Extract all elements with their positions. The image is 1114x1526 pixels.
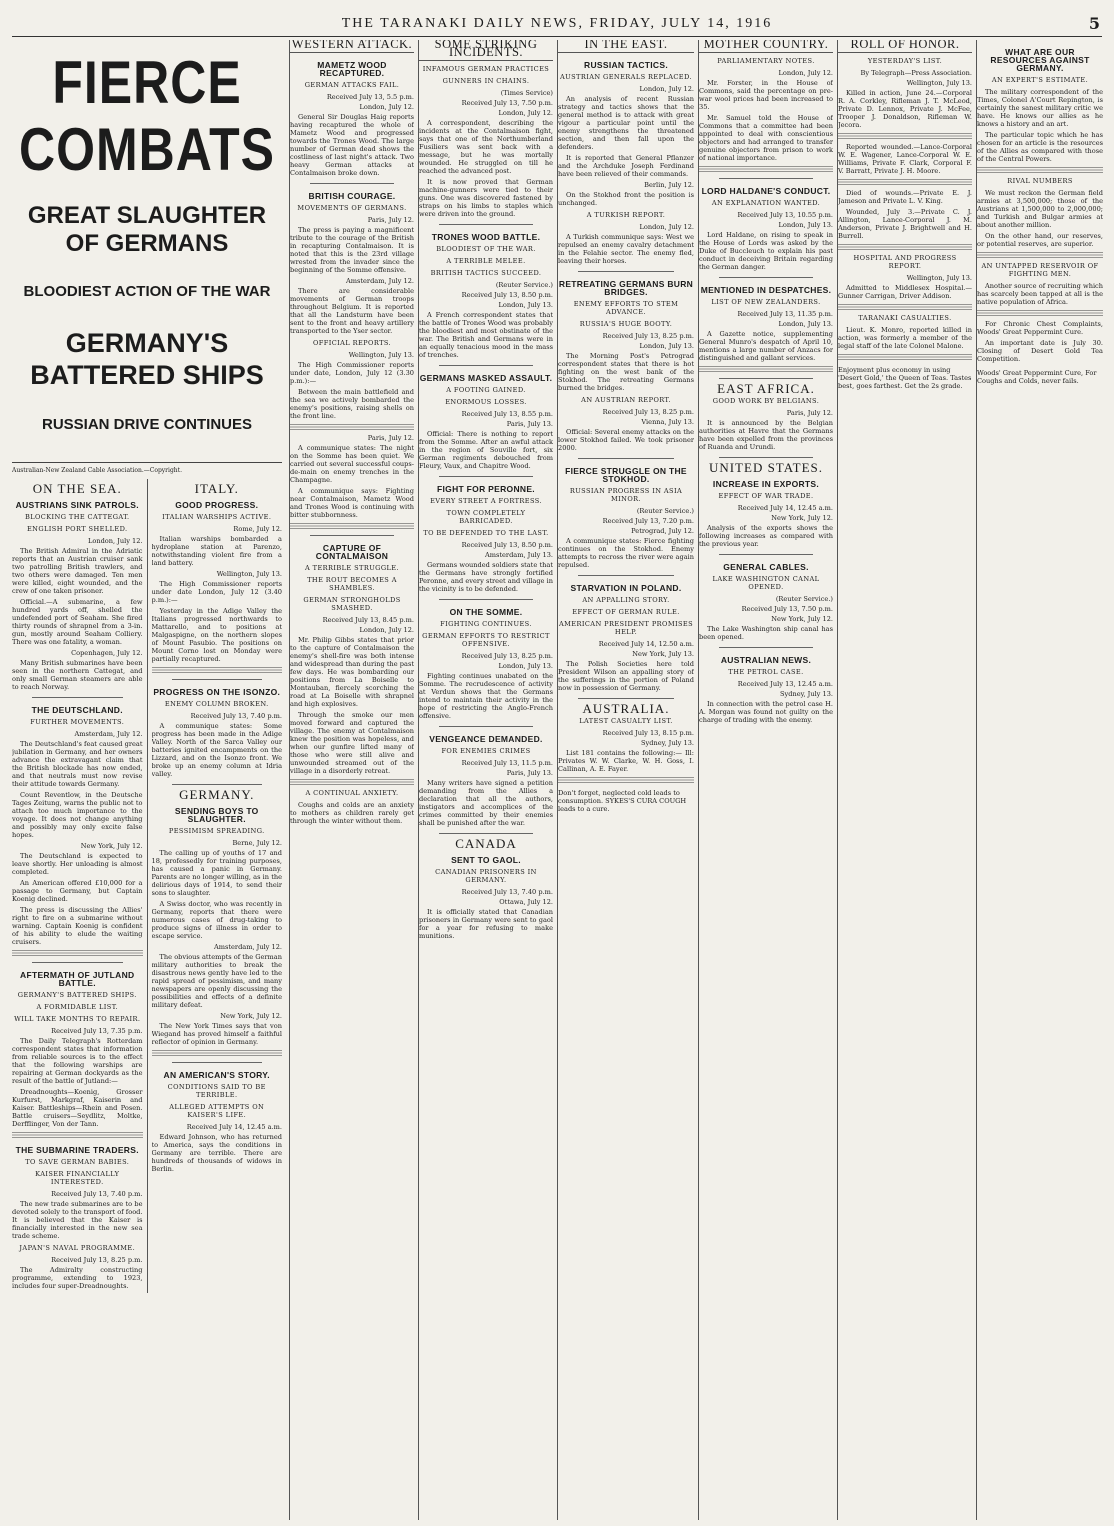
article-subheading: GERMANY'S BATTERED SHIPS. xyxy=(17,991,137,999)
dateline: Received July 13, 7.50 p.m. xyxy=(461,99,553,107)
masthead xyxy=(0,0,1114,40)
dateline: Paris, July 12. xyxy=(786,409,833,417)
article-paragraph: It is officially stated that Canadian prisoners in Germany were sent to gaol for a year for refusing to make munitions. xyxy=(419,908,553,940)
text-filler xyxy=(699,166,833,172)
article-headline: VENGEANCE DEMANDED. xyxy=(429,734,543,744)
article-paragraph: A communique says: Fighting near Contalmaison, Mametz Wood and Trones Wood is continuing with bitter stubbornness. xyxy=(290,487,414,519)
text-filler xyxy=(838,354,972,360)
article-subheading: RUSSIA'S HUGE BOOTY. xyxy=(579,320,673,328)
article-paragraph: The military correspondent of the Times, Colonel A'Court Repington, is certainly the sanest military critic we have. He knows our allies as he knows a history and an art. xyxy=(977,88,1103,128)
article-paragraph: A correspondent, describing the incidents at the Contalmaison fight, says that one of the Northumberland Fusiliers was sent back with a message, but he was mortally wounded. He struggled on till he reached the advanced post. xyxy=(419,119,553,175)
lead-headlines xyxy=(12,48,282,463)
article-paragraph: Analysis of the exports shows the following increases as compared with the previous year. xyxy=(699,524,833,548)
text-filler xyxy=(152,667,283,673)
dateline: London, July 13. xyxy=(498,662,553,670)
article-paragraph: The Polish Societies here told President Wilson an appalling story of the sufferings in the portion of Poland now in possession of Germany. xyxy=(558,660,694,692)
article-paragraph: Between the main battlefield and the sea we actively bombarded the enemy's positions, raising shells on the front line. xyxy=(290,388,414,420)
column-3 xyxy=(418,40,553,1520)
divider xyxy=(578,575,674,576)
article-paragraph: Coughs and colds are an anxiety to mothers as children rarely get through the winter without them. xyxy=(290,801,414,825)
dateline: Berne, July 12. xyxy=(232,839,282,847)
article-headline: INCREASE IN EXPORTS. xyxy=(712,479,820,489)
article-paragraph: General Sir Douglas Haig reports having recaptured the whole of Mametz Wood and progressed towards the Trones Wood. The large number of German dead shows the costliness of last night's attack. Two heavy German attacks at Contalmaison broke down. xyxy=(290,113,414,177)
section-on-the-sea: ON THE SEA. xyxy=(32,481,122,496)
article-paragraph: A Turkish communique says: West we repulsed an enemy cavalry detachment in the Felahie sector. The enemy fled, leaving their horses. xyxy=(558,233,694,265)
dateline: Received July 13, 7.50 p.m. xyxy=(741,605,833,613)
column-1 xyxy=(12,40,282,1520)
article-headline: AUSTRALIAN NEWS. xyxy=(720,655,812,665)
divider xyxy=(439,833,533,834)
dateline: Wellington, July 13. xyxy=(216,570,282,578)
article-subheading: CONDITIONS SAID TO BE TERRIBLE. xyxy=(167,1083,266,1099)
dateline: Paris, July 13. xyxy=(506,769,553,777)
dateline: New York, July 13. xyxy=(632,650,694,658)
article-paragraph: Germans wounded soldiers state that the Germans have strongly fortified Peronne, and every street and village in the vicinity is to be defended. xyxy=(419,561,553,593)
article-paragraph: Mr. Forster, in the House of Commons, said the percentage on pre-war wool prices had been increased to 35. xyxy=(699,79,833,111)
dateline: Wellington, July 13. xyxy=(906,274,972,282)
article-headline: AUSTRIANS SINK PATROLS. xyxy=(15,500,139,510)
article-paragraph: We must reckon the German field armies at 3,500,000; those of the Austrians at 1,500,000 to 2,000,000; and Turkish and Bulgar armies at about another million. xyxy=(977,189,1103,229)
dateline: Petrograd, July 12. xyxy=(631,527,694,535)
article-paragraph: Italian warships bombarded a hydroplane station at Parenzo, notwithstanding violent fire from a land battery. xyxy=(151,535,282,567)
article-headline: ON THE SOMME. xyxy=(449,607,523,617)
text-filler xyxy=(838,304,972,310)
dateline: Received July 13, 8.25 p.m. xyxy=(51,1256,143,1264)
section-australia: AUSTRALIA. xyxy=(582,701,670,716)
dateline: Received July 13, 7.35 p.m. xyxy=(51,1027,143,1035)
article-paragraph: Many British submarines have been seen in the northern Cattegat, and only small German steamers are able to reach Norway. xyxy=(12,659,143,691)
article-paragraph: The New York Times says that von Wiegand has proved himself a faithful reflector of opinion in Germany. xyxy=(151,1022,282,1046)
dateline: Received July 13, 5.5 p.m. xyxy=(326,93,414,101)
article-subheading: HOSPITAL AND PROGRESS REPORT. xyxy=(853,254,957,270)
article-paragraph: In connection with the petrol case H. A. Morgan was found not guilty on the charge of trading with the enemy. xyxy=(699,700,833,724)
article-subheading: RUSSIAN PROGRESS IN ASIA MINOR. xyxy=(569,487,683,503)
dateline: Received July 13, 11.35 p.m. xyxy=(737,310,833,318)
article-headline: THE DEUTSCHLAND. xyxy=(31,705,123,715)
article-subheading: THE PETROL CASE. xyxy=(728,668,804,676)
dateline: London, July 12. xyxy=(498,109,553,117)
article-paragraph: It is reported that General Pflanzer and the Archduke Joseph Ferdinand have been relieved of their commands. xyxy=(558,154,694,178)
article-subheading: AN APPALLING STORY. xyxy=(582,596,670,604)
article-paragraph: Admitted to Middlesex Hospital.—Gunner Carrigan, Driver Addison. xyxy=(838,284,972,300)
dateline: Received July 13, 8.15 p.m. xyxy=(602,729,694,737)
article-paragraph: Wounded, July 3.—Private C. J. Allington, Lance-Corporal J. M. Anderson, Private J. Brightwell and H. Burrell. xyxy=(838,208,972,240)
text-filler xyxy=(12,950,143,956)
article-headline: STARVATION IN POLAND. xyxy=(570,583,682,593)
divider xyxy=(439,476,533,477)
article-subheading: CANADIAN PRISONERS IN GERMANY. xyxy=(435,868,537,884)
article-subheading: AUSTRIAN GENERALS REPLACED. xyxy=(560,73,692,81)
article-paragraph: Edward Johnson, who has returned to America, says the conditions in Germany are terrible. There are hundreds of thousands of widows in Berlin. xyxy=(151,1133,282,1173)
column-1a xyxy=(12,479,148,1293)
article-paragraph: Official.—A submarine, a few hundred yards off, shelled the undefended port of Seaham. She fired thirty rounds of shrapnel from a 3-in. gun, mostly around Seaham Colliery. There was one fatality, a woman. xyxy=(12,598,143,646)
article-headline: PROGRESS ON THE ISONZO. xyxy=(153,687,281,697)
article-paragraph: An American offered £10,000 for a passage to Germany, but Captain Koenig declined. xyxy=(12,879,143,903)
dateline: London, July 12. xyxy=(639,85,694,93)
article-paragraph: The calling up of youths of 17 and 18, professedly for training purposes, has caused a panic in Germany. Parents are no longer willing, as in the delirious days of 1914, to send their sons to slaughter. xyxy=(151,849,282,897)
dateline: Received July 13, 11.5 p.m. xyxy=(461,759,553,767)
divider xyxy=(32,697,123,698)
article-subheading: EFFECT OF GERMAN RULE. xyxy=(572,608,680,616)
dateline: New York, July 12. xyxy=(80,842,143,850)
article-headline: RETREATING GERMANS BURN BRIDGES. xyxy=(558,279,694,297)
article-paragraph: The Deutschland's feat caused great jubilation in Germany, and her owners advance the extravagant claim that the British blockade has now ended, and that neutrals must now revise their attitude towards Germany. xyxy=(12,740,143,788)
article-subheading: BRITISH TACTICS SUCCEED. xyxy=(430,269,542,277)
dateline: London, July 12. xyxy=(639,223,694,231)
divider xyxy=(578,698,674,699)
article-paragraph: The Morning Post's Petrograd correspondent states that there is hot fighting on the west bank of the Stokhod. The retreating Germans burned the bridges. xyxy=(558,352,694,392)
text-filler xyxy=(977,310,1103,316)
article-paragraph: Killed in action, June 24.—Corporal R. A. Corkley, Rifleman J. T. McLeod, Private D. Lennox, Private J. McFee, Trooper J. Donaldson, Rifleman W. Jecora. xyxy=(838,89,972,129)
article-subheading: A CONTINUAL ANXIETY. xyxy=(305,789,399,797)
text-filler xyxy=(977,167,1103,173)
article-subheading: JAPAN'S NAVAL PROGRAMME. xyxy=(19,1244,136,1252)
article-paragraph: On the other hand, our reserves, or potential reserves, are superior. xyxy=(977,232,1103,248)
dateline: Received July 13, 7.40 p.m. xyxy=(461,888,553,896)
article-headline: SENT TO GAOL. xyxy=(451,855,521,865)
divider xyxy=(172,1062,263,1063)
dateline: By Telegraph—Press Association. xyxy=(860,69,972,77)
headline-battered-ships: GERMANY'S BATTERED SHIPS xyxy=(30,328,264,390)
newspaper-title: THE TARANAKI DAILY NEWS, FRIDAY, JULY 14, 1916 xyxy=(341,16,773,31)
section-western-attack: WESTERN ATTACK. xyxy=(291,40,413,51)
article-paragraph: Fighting continues unabated on the Somme. The recrudescence of activity at Verdun shows that the Germans intend to maintain their activity in the hope of restricting the Anglo-French offensive. xyxy=(419,672,553,720)
article-paragraph: Another source of recruiting which has scarcely been tapped at all is the native population of Africa. xyxy=(977,282,1103,306)
column-7 xyxy=(976,40,1103,1520)
dateline: New York, July 12. xyxy=(771,514,833,522)
article-paragraph: Official: There is nothing to report from the Somme. After an awful attack in the region of Souville fort, six German regiments debouched from Fleury, Vaux, and Chapitre Wood. xyxy=(419,430,553,470)
text-filler xyxy=(290,779,414,785)
dateline: Received July 13, 8.50 p.m. xyxy=(461,291,553,299)
article-subheading: AN AUSTRIAN REPORT. xyxy=(581,396,671,404)
dateline: Received July 13, 7.40 p.m. xyxy=(190,712,282,720)
dateline: Amsterdam, July 12. xyxy=(74,730,143,738)
dateline: Paris, July 12. xyxy=(367,434,414,442)
article-paragraph: There are considerable movements of German troops throughout Belgium. It is reported that all the Landsturm have been sent to the front and heavy artillery transported to the Yser sector. xyxy=(290,287,414,335)
article-paragraph: The press is discussing the Allies' right to fire on a submarine without warning. Captain Koenig is confident of his ability to elude the waiting cruisers. xyxy=(12,906,143,946)
column-2 xyxy=(289,40,414,1520)
text-filler xyxy=(290,523,414,529)
article-paragraph: The High Commissioner reports under date London, July 12 (3.40 p.m.):— xyxy=(151,580,282,604)
dateline: (Times Service) xyxy=(500,89,553,97)
divider xyxy=(719,277,813,278)
dateline: (Reuter Service.) xyxy=(775,595,833,603)
article-subheading: AN UNTAPPED RESERVOIR OF FIGHTING MEN. xyxy=(981,262,1099,278)
masthead-rule xyxy=(12,36,1102,37)
article-headline: CAPTURE OF CONTALMAISON xyxy=(315,543,389,561)
article-subheading: RIVAL NUMBERS xyxy=(1007,177,1073,185)
section-mother-country: MOTHER COUNTRY. xyxy=(699,40,833,53)
article-headline: GERMANS MASKED ASSAULT. xyxy=(419,373,553,383)
article-paragraph: Reported wounded.—Lance-Corporal W. E. Wagener, Lance-Corporal W. E. Williams, Private F. Clark, Corporal F. V. Barratt, Private J. H. Moore. xyxy=(838,143,972,175)
dateline: Copenhagen, July 12. xyxy=(71,649,143,657)
article-subheading: ITALIAN WARSHIPS ACTIVE. xyxy=(162,513,272,521)
cable-credit: Australian-New Zealand Cable Association.—Copyright. xyxy=(12,467,182,474)
article-subheading: EVERY STREET A FORTRESS. xyxy=(430,497,542,505)
article-paragraph: Yesterday in the Adige Valley the Italians progressed northwards to Mattarello, and to positions at Malgaspigne, on the northern slopes of Mount Pasubio. The positions on Mount Corno lost on Monday were partially recaptured. xyxy=(151,607,282,663)
article-paragraph: List 181 contains the following:— Ill: Privates W. W. Clarke, W. H. Goss, I. Callinan, A. E. Fayer. xyxy=(558,749,694,773)
dateline: New York, July 12. xyxy=(771,615,833,623)
article-headline: FIERCE STRUGGLE ON THE STOKHOD. xyxy=(565,466,687,484)
article-paragraph: A communique states: The night on the Somme has been quiet. We carried out several successful coups-de-main on enemy trenches in the Champagne. xyxy=(290,444,414,484)
divider xyxy=(439,726,533,727)
article-subheading: AMERICAN PRESIDENT PROMISES HELP. xyxy=(558,620,694,636)
article-subheading: A FORMIDABLE LIST. xyxy=(36,1003,119,1011)
text-filler xyxy=(558,777,694,783)
article-headline: RUSSIAN TACTICS. xyxy=(584,60,668,70)
article-subheading: LIST OF NEW ZEALANDERS. xyxy=(711,298,821,306)
dateline: Received July 13, 8.55 p.m. xyxy=(461,410,553,418)
dateline: Received July 13, 12.45 a.m. xyxy=(737,680,833,688)
section-united-states: UNITED STATES. xyxy=(708,460,824,475)
column-5 xyxy=(698,40,833,1520)
article-paragraph: Many writers have signed a petition demanding from the Allies a declaration that all the authors, instigators and accomplices of the crimes committed by their enemies shall be punished after the war. xyxy=(419,779,553,827)
article-paragraph: Died of wounds.—Private E. J. Jameson and Private L. V. King. xyxy=(838,189,972,205)
section-in-the-east: IN THE EAST. xyxy=(558,40,694,53)
divider xyxy=(310,535,394,536)
dateline: Received July 14, 12.45 a.m. xyxy=(186,1123,282,1131)
article-headline: GOOD PROGRESS. xyxy=(175,500,259,510)
text-filler xyxy=(152,1050,283,1056)
article-headline: TRONES WOOD BATTLE. xyxy=(431,232,541,242)
dateline: Received July 13, 10.55 p.m. xyxy=(737,211,833,219)
dateline: London, July 12. xyxy=(87,537,143,545)
text-filler xyxy=(977,252,1103,258)
article-subheading: A TERRIBLE STRUGGLE. xyxy=(305,564,399,572)
text-filler xyxy=(838,244,972,250)
article-paragraph: A French correspondent states that the battle of Trones Wood was probably the bloodiest and most obstinate of the war. The British and Germans were in an equally tenacious mood in the mass of trenches. xyxy=(419,311,553,359)
dateline: Sydney, July 13. xyxy=(641,739,694,747)
article-subheading: GERMAN EFFORTS TO RESTRICT OFFENSIVE. xyxy=(422,632,550,648)
article-subheading: INFAMOUS GERMAN PRACTICES xyxy=(422,65,550,73)
column-1b xyxy=(152,479,283,1293)
article-subheading: ENEMY COLUMN BROKEN. xyxy=(164,700,269,708)
dateline: Berlin, July 12. xyxy=(644,181,694,189)
dateline: London, July 13. xyxy=(778,221,833,229)
divider xyxy=(578,271,674,272)
dateline: Vienna, July 13. xyxy=(641,418,694,426)
article-paragraph: A Swiss doctor, who was recently in Germany, reports that there were numerous cases of drug-taking to produce signs of illness in order to escape service. xyxy=(151,900,282,940)
divider xyxy=(719,554,813,555)
article-headline: MAMETZ WOOD RECAPTURED. xyxy=(317,60,387,78)
text-filler xyxy=(290,424,414,430)
article-subheading: BLOODIEST OF THE WAR. xyxy=(436,245,536,253)
article-subheading: LATEST CASUALTY LIST. xyxy=(579,717,673,725)
article-paragraph: The Deutschland is expected to leave shortly. Her unloading is almost completed. xyxy=(12,852,143,876)
section-east-africa: EAST AFRICA. xyxy=(717,381,815,396)
section-roll-of-honor: ROLL OF HONOR. xyxy=(838,40,972,53)
article-headline: SENDING BOYS TO SLAUGHTER. xyxy=(174,806,259,824)
article-subheading: ENEMY EFFORTS TO STEM ADVANCE. xyxy=(573,300,679,316)
article-paragraph: The Lake Washington ship canal has been opened. xyxy=(699,625,833,641)
article-subheading: BLOCKING THE CATTEGAT. xyxy=(24,513,130,521)
dateline: Received July 13, 8.50 p.m. xyxy=(461,541,553,549)
dateline: Wellington, July 13. xyxy=(348,351,414,359)
article-paragraph: For Chronic Chest Complaints, Woods' Great Peppermint Cure. xyxy=(977,320,1103,336)
dateline: Sydney, July 13. xyxy=(780,690,833,698)
article-subheading: LAKE WASHINGTON CANAL OPENED. xyxy=(712,575,820,591)
article-headline: AN AMERICAN'S STORY. xyxy=(163,1070,270,1080)
article-subheading: PARLIAMENTARY NOTES. xyxy=(717,57,815,65)
dateline: London, July 12. xyxy=(778,69,833,77)
article-paragraph: The British Admiral in the Adriatic reports that an Austrian cruiser sank two patrolling British trawlers, and two others were damaged. Ten men were killed, eight wounded, and the crew of one taken prisoner. xyxy=(12,547,143,595)
article-headline: FIGHT FOR PERONNE. xyxy=(437,484,535,494)
divider xyxy=(439,599,533,600)
column-6 xyxy=(837,40,972,1520)
article-subheading: FIGHTING CONTINUES. xyxy=(440,620,532,628)
article-paragraph: A Gazette notice, supplementing General Munro's despatch of April 10, mentions a large number of Anzacs for distinguished and gallant services. xyxy=(699,330,833,362)
article-subheading: THE ROUT BECOMES A SHAMBLES. xyxy=(307,576,397,592)
text-filler xyxy=(12,1132,143,1138)
article-paragraph: The Daily Telegraph's Rotterdam correspondent states that information from reliable sources is to the effect that the following warships are repairing at German dockyards as the result of the battle of Jutland:— xyxy=(12,1037,143,1085)
dateline: London, July 13. xyxy=(639,342,694,350)
advertisement: Woods' Great Peppermint Cure, For Coughs and Colds, never fails. xyxy=(977,369,1097,385)
dateline: Received July 13, 8.25 p.m. xyxy=(602,408,694,416)
article-paragraph: Mr. Philip Gibbs states that prior to the capture of Contalmaison the enemy's shell-fire was both intense and widespread than during the past few days. He was bombarding our positions from La Boiselle to Montauban, fiercely scorching the road at La Boiselle with shrapnel and high explosives. xyxy=(290,636,414,708)
article-paragraph: Count Reventlow, in the Deutsche Tages Zeitung, warns the public not to attach too much importance to the voyage. It does not change anything and possibly may only excite false hopes. xyxy=(12,791,143,839)
article-subheading: GERMAN ATTACKS FAIL. xyxy=(304,81,400,89)
dateline: London, July 12. xyxy=(359,626,414,634)
article-headline: THE SUBMARINE TRADERS. xyxy=(15,1145,139,1155)
article-headline: WHAT ARE OUR RESOURCES AGAINST GERMANY. xyxy=(990,47,1090,73)
article-paragraph: The Admiralty constructing programme, extending to 1923, includes four super-Dreadnoughts. xyxy=(12,1266,143,1290)
dateline: Received July 13, 8.45 p.m. xyxy=(322,616,414,624)
divider xyxy=(719,647,813,648)
article-subheading: GOOD WORK BY BELGIANS. xyxy=(712,397,820,405)
article-subheading: TO SAVE GERMAN BABIES. xyxy=(25,1158,130,1166)
dateline: Amsterdam, July 12. xyxy=(345,277,414,285)
dateline: London, July 13. xyxy=(778,320,833,328)
dateline: (Reuter Service.) xyxy=(495,281,553,289)
article-subheading: KAISER FINANCIALLY INTERESTED. xyxy=(35,1170,120,1186)
article-subheading: GERMAN STRONGHOLDS SMASHED. xyxy=(303,596,401,612)
divider xyxy=(172,784,263,785)
article-subheading: EFFECT OF WAR TRADE. xyxy=(718,492,814,500)
article-subheading: A TERRIBLE MELEE. xyxy=(446,257,526,265)
article-headline: GENERAL CABLES. xyxy=(723,562,809,572)
article-subheading: TO BE DEFENDED TO THE LAST. xyxy=(423,529,549,537)
text-filler xyxy=(699,366,833,372)
article-subheading: WILL TAKE MONTHS TO REPAIR. xyxy=(14,1015,141,1023)
dateline: Ottawa, July 12. xyxy=(499,898,553,906)
article-paragraph: Lieut. K. Monro, reported killed in action, was formerly a member of the legal staff of the late Colonel Malone. xyxy=(838,326,972,350)
article-paragraph: It is now proved that German machine-gunners were tied to their guns. One was discovered fastened by straps on his limbs to staples which were driven into the ground. xyxy=(419,178,553,218)
divider xyxy=(719,378,813,379)
divider xyxy=(439,224,533,225)
dateline: Received July 13, 7.20 p.m. xyxy=(602,517,694,525)
article-subheading: AN EXPLANATION WANTED. xyxy=(711,199,821,207)
dateline: London, July 13. xyxy=(498,301,553,309)
dateline: Wellington, July 13. xyxy=(906,79,972,87)
section-italy: ITALY. xyxy=(194,481,239,496)
dateline: (Reuter Service.) xyxy=(636,507,694,515)
article-subheading: ENORMOUS LOSSES. xyxy=(445,398,527,406)
dateline: Paris, July 13. xyxy=(506,420,553,428)
divider xyxy=(32,962,123,963)
divider xyxy=(719,457,813,458)
divider xyxy=(578,458,674,459)
article-subheading: TARANAKI CASUALTIES. xyxy=(858,314,952,322)
headline-bloodiest-action: BLOODIEST ACTION OF THE WAR xyxy=(23,283,271,300)
article-subheading: FOR ENEMIES CRIMES xyxy=(441,747,531,755)
dateline: Rome, July 12. xyxy=(233,525,282,533)
article-paragraph: Mr. Samuel told the House of Commons that a committee had been appointed to deal with conscientious objectors and had arranged to transfer genuine objectors from prison to work of national importance. xyxy=(699,114,833,162)
headline-fierce-combats: FIERCE COMBATS xyxy=(18,48,276,184)
text-filler xyxy=(838,133,972,139)
divider xyxy=(439,365,533,366)
article-subheading: FURTHER MOVEMENTS. xyxy=(30,718,125,726)
headline-great-slaughter: GREAT SLAUGHTER OF GERMANS xyxy=(27,202,267,257)
article-subheading: TOWN COMPLETELY BARRICADED. xyxy=(446,509,526,525)
article-headline: MENTIONED IN DESPATCHES. xyxy=(700,285,832,295)
article-paragraph: On the Stokhod front the position is unchanged. xyxy=(558,191,694,207)
article-paragraph: It is announced by the Belgian authorities at Havre that the Germans have been expelled from the provinces of Ruanda and Urundi. xyxy=(699,419,833,451)
article-headline: AFTERMATH OF JUTLAND BATTLE. xyxy=(20,970,135,988)
article-paragraph: Lord Haldane, on rising to speak in the House of Lords was asked by the Duke of Buccleuch to explain his past conduct in deceiving Britain regarding the German danger. xyxy=(699,231,833,271)
article-subheading: GUNNERS IN CHAINS. xyxy=(442,77,530,85)
dateline: Received July 14, 12.45 a.m. xyxy=(737,504,833,512)
section-striking-incidents: SOME STRIKING INCIDENTS. xyxy=(419,40,553,61)
page-number: 5 xyxy=(1088,14,1100,33)
article-subheading: AN EXPERT'S ESTIMATE. xyxy=(991,76,1089,84)
advertisement: Enjoyment plus economy in using 'Desert Gold,' the Queen of Teas. Tastes best, goes farthest. Get the 2s grade. xyxy=(838,366,972,390)
column-1-split xyxy=(12,479,282,1293)
dateline: New York, July 12. xyxy=(220,1012,282,1020)
section-canada: CANADA xyxy=(455,836,517,851)
dateline: Received July 13, 8.25 p.m. xyxy=(602,332,694,340)
dateline: Received July 14, 12.50 a.m. xyxy=(598,640,694,648)
article-subheading: A FOOTING GAINED. xyxy=(446,386,526,394)
article-subheading: PESSIMISM SPREADING. xyxy=(168,827,265,835)
divider xyxy=(172,679,263,680)
article-paragraph: The new trade submarines are to be devoted solely to the transport of food. It is believed that the Kaiser is financially interested in the new sea trade scheme. xyxy=(12,1200,143,1240)
article-subheading: OFFICIAL REPORTS. xyxy=(312,339,392,347)
section-germany: GERMANY. xyxy=(179,787,255,802)
text-filler xyxy=(838,179,972,185)
article-paragraph: Official: Several enemy attacks on the lower Stokhod failed. We took prisoner 2000. xyxy=(558,428,694,452)
article-paragraph: Through the smoke our men moved forward and captured the village. The enemy at Contalmaison knew the position was hopeless, and when our gunfire lifted many of those who were still alive and unwounded streamed out of the village in a disorderly retreat. xyxy=(290,711,414,775)
dateline: Received July 13, 8.25 p.m. xyxy=(461,652,553,660)
article-paragraph: The particular topic which he has chosen for an article is the resources of the Allies as compared with those of the Central Powers. xyxy=(977,131,1103,163)
headline-russian-drive: RUSSIAN DRIVE CONTINUES xyxy=(41,416,253,433)
article-paragraph: The press is paying a magnificent tribute to the courage of the British in recapturing Contalmaison. It is noted that this is the 23rd village wrested from the invader since the beginning of the Somme offensive. xyxy=(290,226,414,274)
column-4 xyxy=(557,40,694,1520)
article-subheading: ALLEGED ATTEMPTS ON KAISER'S LIFE. xyxy=(169,1103,265,1119)
article-subheading: YESTERDAY'S LIST. xyxy=(867,57,943,65)
divider xyxy=(719,178,813,179)
article-paragraph: The High Commissioner reports under date, London, July 12 (3.30 p.m.):— xyxy=(290,361,414,385)
article-paragraph: Dreadnoughts—Koenig, Grosser Kurfurst, Markgraf, Kaiserin and Kaiser. Battleships—Rhein and Posen. Battle cruisers—Seydlitz, Moltke, Derfflinger, Von der Tann. xyxy=(12,1088,143,1128)
article-subheading: ENGLISH PORT SHELLED. xyxy=(26,525,128,533)
article-paragraph: An important date is July 30. Closing of Desert Gold Tea Competition. xyxy=(977,339,1103,363)
article-subheading: MOVEMENTS OF GERMANS. xyxy=(297,204,407,212)
advertisement: Don't forget, neglected cold leads to consumption. SYKES'S CURA COUGH leads to a cure. xyxy=(558,789,687,813)
divider xyxy=(310,183,394,184)
article-headline: BRITISH COURAGE. xyxy=(308,191,396,201)
dateline: Paris, July 12. xyxy=(367,216,414,224)
article-paragraph: The obvious attempts of the German military authorities to break the disastrous news gently have led to the rapid spread of pessimism, and many newspapers are openly discussing the possibilities and effects of a definite military defeat. xyxy=(151,953,282,1009)
article-paragraph: A communique states: Fierce fighting continues on the Stokhod. Enemy attempts to recross the river were again repulsed. xyxy=(558,537,694,569)
article-subheading: A TURKISH REPORT. xyxy=(586,211,666,219)
article-paragraph: A communique states: Some progress has been made in the Adige Valley. North of the Sarca Valley our batteries ignited encampments on the Lizzard, and on the Isonzo front. We broke up an enemy column at Idria valley. xyxy=(151,722,282,778)
dateline: Amsterdam, July 13. xyxy=(484,551,553,559)
dateline: London, July 12. xyxy=(359,103,414,111)
dateline: Amsterdam, July 12. xyxy=(213,943,282,951)
dateline: Received July 13, 7.40 p.m. xyxy=(51,1190,143,1198)
article-paragraph: An analysis of recent Russian strategy and tactics shows that the general method is to attack with great vigour a particular point until the enemy strengthens the threatened section, and then fall upon the defenders. xyxy=(558,95,694,151)
article-headline: LORD HALDANE'S CONDUCT. xyxy=(701,186,831,196)
